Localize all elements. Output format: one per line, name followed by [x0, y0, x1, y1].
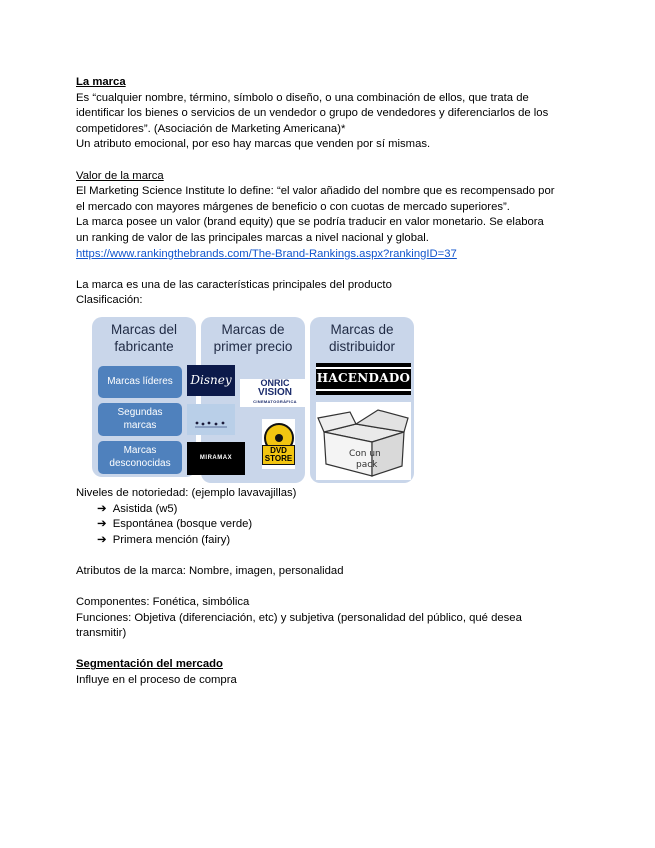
- list-item: ➔ Espontánea (bosque verde): [97, 518, 253, 531]
- paragraph-line: Influye en el proceso de compra: [76, 674, 237, 687]
- onirvision-logo: ONRIC VISION CINEMATOGRÁFICA: [240, 379, 310, 407]
- atributos-line: Atributos de la marca: Nombre, imagen, personalidad: [76, 564, 344, 577]
- arrow-bullet-icon: ➔: [97, 502, 107, 515]
- column-title: Marcas de distribuidor: [328, 321, 396, 354]
- document-page: [76, 75, 581, 689]
- heading-segmentacion: Segmentación del mercado: [76, 658, 223, 671]
- paragraph-line: identificar los bienes o servicios de un vendedor o grupo de vendedores y diferenciarlos de los: [76, 107, 549, 120]
- svg-text:pack: pack: [356, 459, 378, 470]
- paragraph-line: La marca posee un valor (brand equity) que se podría traducir en valor monetario. Se elabora: [76, 216, 544, 229]
- paragraph-line: El Marketing Science Institute lo define: “el valor añadido del nombre que es recompensado por: [76, 185, 555, 198]
- paragraph-line: Clasificación:: [76, 294, 143, 307]
- svg-text:Con un: Con un: [349, 448, 381, 459]
- list-item: ➔ Primera mención (fairy): [97, 533, 231, 546]
- paragraph-line: competidores”. (Asociación de Marketing Americana)*: [76, 122, 346, 135]
- arrow-bullet-icon: ➔: [97, 518, 107, 531]
- dreamworks-logo: [187, 404, 235, 435]
- row-marcas-lideres: Marcas líderes: [98, 366, 182, 398]
- row-marcas-desconocidas: Marcas desconocidas: [98, 441, 182, 474]
- dvd-store-logo: DVD STORE: [262, 419, 295, 469]
- row-segundas-marcas: Segundas marcas: [98, 403, 182, 436]
- list-item: ➔ Asistida (w5): [97, 502, 178, 515]
- heading-valor-de-la-marca: Valor de la marca: [76, 169, 164, 182]
- paragraph-line: un ranking de valor de las principales marcas a nivel nacional y global.: [76, 231, 429, 244]
- hacendado-logo: HACENDADO: [316, 363, 411, 395]
- paragraph-line: Un atributo emocional, por eso hay marcas que venden por sí mismas.: [76, 138, 431, 151]
- funciones-line: Funciones: Objetiva (diferenciación, etc) y subjetiva (personalidad del público, qué desea: [76, 611, 522, 624]
- arrow-bullet-icon: ➔: [97, 533, 107, 546]
- heading-la-marca: La marca: [76, 76, 126, 88]
- notoriedad-title: Niveles de notoriedad: (ejemplo lavavajillas): [76, 486, 297, 499]
- generic-box-image: [316, 402, 411, 480]
- funciones-line: transmitir): [76, 627, 127, 640]
- componentes-line: Componentes: Fonética, simbólica: [76, 596, 250, 609]
- classification-diagram: [92, 317, 415, 483]
- disney-logo: Disney: [187, 365, 235, 396]
- miramax-logo: MIRAMAX: [187, 442, 245, 475]
- ranking-link[interactable]: https://www.rankingthebrands.com/The-Brand-Rankings.aspx?rankingID=37: [76, 247, 457, 260]
- paragraph-line: Es “cualquier nombre, término, símbolo o diseño, o una combinación de ellos, que trata de: [76, 91, 529, 104]
- paragraph-line: el mercado con mayores márgenes de beneficio o con cuotas de mercado superiores”.: [76, 200, 510, 213]
- column-title: Marcas del fabricante: [110, 321, 178, 354]
- column-title: Marcas de primer precio: [213, 321, 293, 354]
- paragraph-line: La marca es una de las características principales del producto: [76, 278, 392, 291]
